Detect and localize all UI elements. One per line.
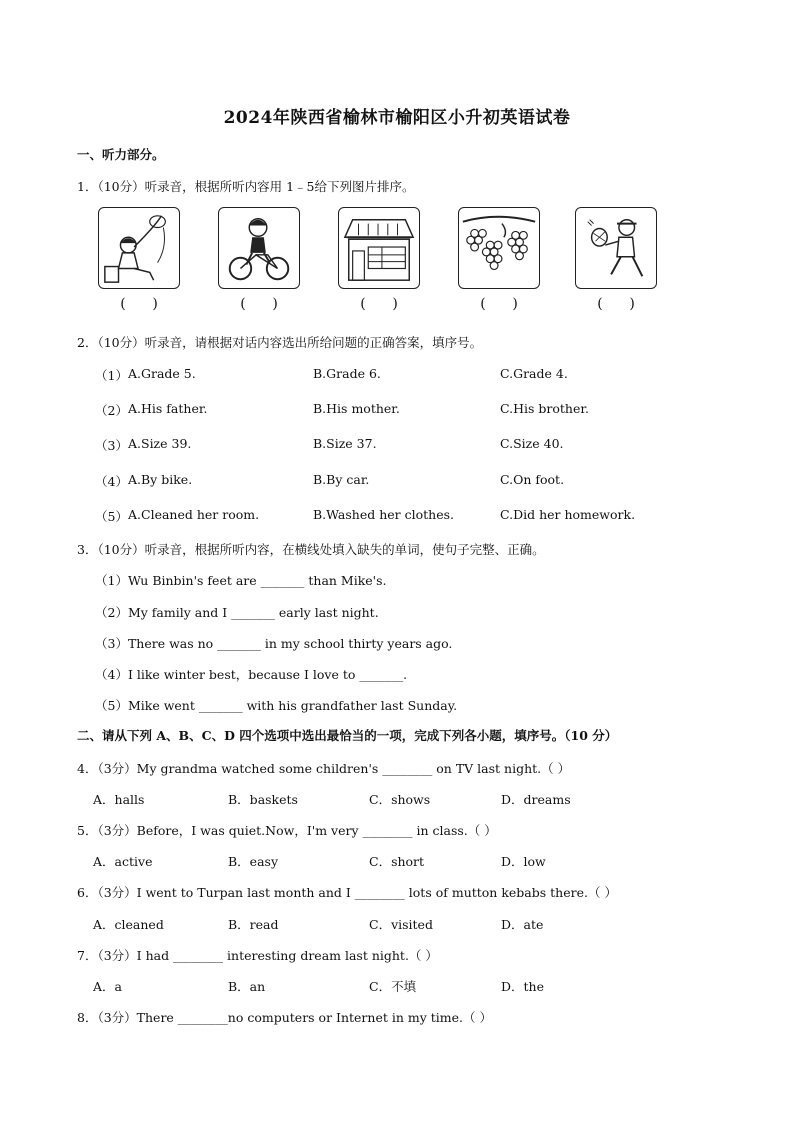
q5-option-d: D．low: [501, 854, 546, 869]
q2-item-number: （2）: [95, 403, 128, 418]
picture-answer-5[interactable]: ( ): [597, 296, 635, 312]
q2-option-a: A.Size 39.: [128, 436, 192, 451]
q3-sentence-5: （5）Mike went _______ with his grandfather last Sunday.: [95, 698, 458, 713]
question-8: 8．（3分）There ________no computers or Internet in my time.（ ）: [77, 1010, 492, 1025]
question-6: 6．（3分）I went to Turpan last month and I ________ lots of mutton kebabs there.（ ）: [77, 885, 617, 900]
picture-answer-2[interactable]: ( ): [240, 296, 278, 312]
q2-option-b: B.Size 37.: [313, 436, 377, 451]
question-3: 3．（10分）听录音，根据所听内容，在横线处填入缺失的单词，使句子完整、正确。: [77, 542, 545, 557]
q6-option-a: A．cleaned: [93, 917, 164, 932]
q2-option-b: B.Washed her clothes.: [313, 507, 454, 522]
q7-option-d: D．the: [501, 979, 544, 994]
q4-option-b: B．baskets: [228, 792, 298, 807]
q2-item-number: （3）: [95, 438, 128, 453]
q2-option-b: B.By car.: [313, 472, 370, 487]
picture-answer-1[interactable]: ( ): [120, 296, 158, 312]
question-5: 5．（3分）Before，I was quiet.Now，I'm very ________ in class.（ ）: [77, 823, 497, 838]
q4-option-c: C．shows: [369, 792, 431, 807]
q2-item-number: （5）: [95, 509, 128, 524]
q5-option-b: B．easy: [228, 854, 279, 869]
q2-item-number: （4）: [95, 474, 128, 489]
cycling-boy-icon: [218, 207, 300, 289]
q2-item-number: （1）: [95, 368, 128, 383]
badminton-player-icon: [575, 207, 657, 289]
q2-option-a: A.Grade 5.: [128, 366, 196, 381]
q2-option-b: B.Grade 6.: [313, 366, 381, 381]
q6-option-d: D．ate: [501, 917, 544, 932]
q2-option-a: A.By bike.: [128, 472, 193, 487]
q3-sentence-3: （3）There was no _______ in my school thirty years ago.: [95, 636, 453, 651]
section1-heading: 一、听力部分。: [77, 147, 165, 162]
question-4: 4．（3分）My grandma watched some children's ________ on TV last night.（ ）: [77, 761, 571, 776]
fishing-boy-icon: [98, 207, 180, 289]
section2-heading: 二、请从下列 A、B、C、D 四个选项中选出最恰当的一项，完成下列各小题，填序号。（10 分）: [77, 728, 618, 743]
q6-option-b: B．read: [228, 917, 279, 932]
shop-building-icon: [338, 207, 420, 289]
q2-option-c: C.Grade 4.: [500, 366, 568, 381]
q7-option-a: A．a: [93, 979, 122, 994]
question-2: 2．（10分）听录音，请根据对话内容选出所给问题的正确答案，填序号。: [77, 335, 483, 350]
q2-option-c: C.His brother.: [500, 401, 589, 416]
picture-answer-4[interactable]: ( ): [480, 296, 518, 312]
picture-answer-3[interactable]: ( ): [360, 296, 398, 312]
q4-option-d: D．dreams: [501, 792, 571, 807]
q3-sentence-4: （4）I like winter best，because I love to _______.: [95, 667, 408, 682]
q2-option-c: C.Size 40.: [500, 436, 564, 451]
q3-sentence-2: （2）My family and I _______ early last night.: [95, 605, 379, 620]
q3-sentence-1: （1）Wu Binbin's feet are _______ than Mike's.: [95, 573, 387, 588]
q5-option-c: C．short: [369, 854, 425, 869]
q2-option-c: C.On foot.: [500, 472, 565, 487]
q4-option-a: A．halls: [93, 792, 145, 807]
grapes-icon: [458, 207, 540, 289]
question-7: 7．（3分）I had ________ interesting dream last night.（ ）: [77, 948, 438, 963]
question-1: 1．（10分）听录音，根据所听内容用 1﹣5给下列图片排序。: [77, 179, 415, 194]
q2-option-a: A.His father.: [128, 401, 208, 416]
q2-option-a: A.Cleaned her room.: [128, 507, 260, 522]
q7-option-c: C．不填: [369, 979, 417, 994]
q2-option-c: C.Did her homework.: [500, 507, 636, 522]
page-title: 2024年陕西省榆林市榆阳区小升初英语试卷: [223, 108, 571, 128]
q5-option-a: A．active: [93, 854, 153, 869]
q7-option-b: B．an: [228, 979, 266, 994]
q6-option-c: C．visited: [369, 917, 433, 932]
q2-option-b: B.His mother.: [313, 401, 400, 416]
